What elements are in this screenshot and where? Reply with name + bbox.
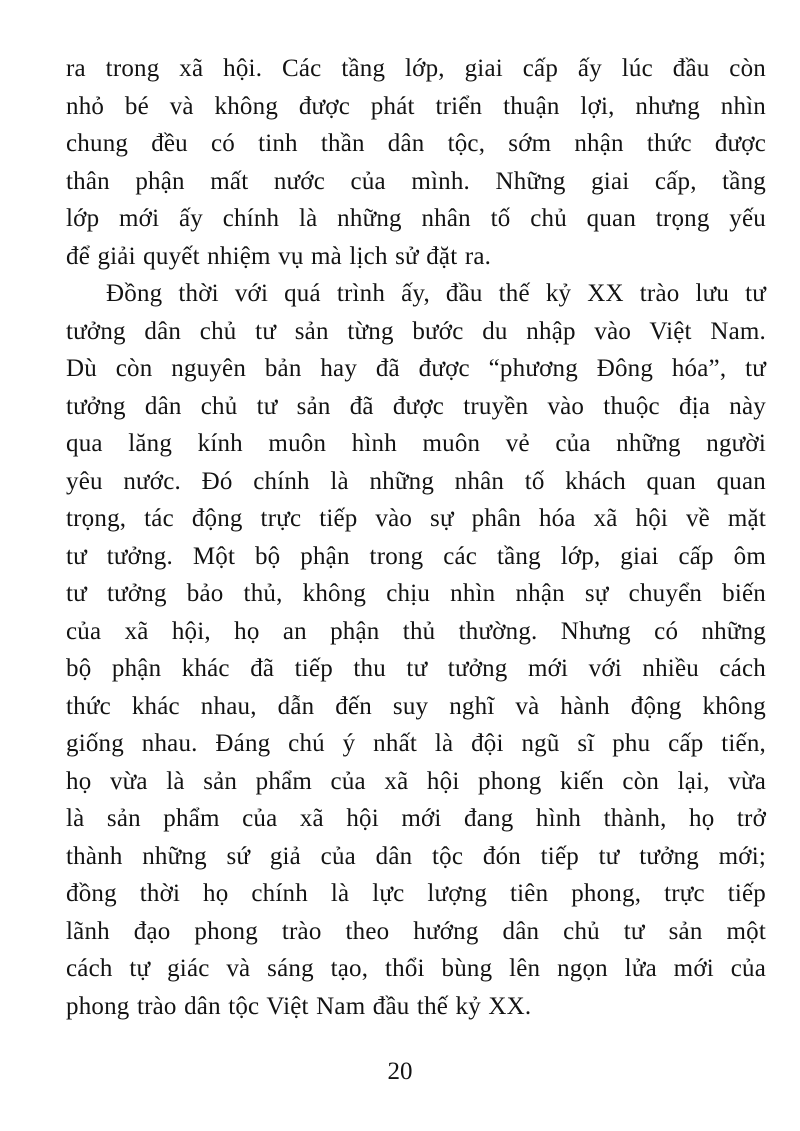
body-text bbox=[66, 50, 766, 1025]
text-line: yêu nước. Đó chính là những nhân tố khách quan quan bbox=[66, 467, 766, 495]
text-line: để giải quyết nhiệm vụ mà lịch sử đặt ra. bbox=[66, 242, 492, 270]
text-line: tưởng dân chủ tư sản từng bước du nhập vào Việt Nam. bbox=[66, 317, 766, 345]
text-line: thức khác nhau, dẫn đến suy nghĩ và hành động không bbox=[66, 692, 766, 720]
text-line: tư tưởng bảo thủ, không chịu nhìn nhận sự chuyển biến bbox=[66, 580, 766, 607]
text-line: lớp mới ấy chính là những nhân tố chủ quan trọng yếu bbox=[66, 205, 766, 232]
text-line: phong trào dân tộc Việt Nam đầu thế kỷ XX. bbox=[66, 992, 532, 1020]
text-line: thân phận mất nước của mình. Những giai cấp, tầng bbox=[66, 167, 766, 195]
text-line: Đồng thời với quá trình ấy, đầu thế kỷ XX trào lưu tư bbox=[106, 280, 766, 307]
paragraph-1 bbox=[66, 50, 766, 275]
text-line: Dù còn nguyên bản hay đã được “phương Đông hóa”, tư bbox=[66, 355, 766, 382]
text-line: lãnh đạo phong trào theo hướng dân chủ tư sản một bbox=[66, 917, 766, 945]
text-line: bộ phận khác đã tiếp thu tư tưởng mới với nhiều cách bbox=[66, 655, 766, 682]
text-line: tư tưởng. Một bộ phận trong các tầng lớp, giai cấp ôm bbox=[66, 542, 766, 570]
text-line: họ vừa là sản phẩm của xã hội phong kiến còn lại, vừa bbox=[66, 767, 766, 795]
text-line: đồng thời họ chính là lực lượng tiên phong, trực tiếp bbox=[66, 880, 766, 907]
text-line: giống nhau. Đáng chú ý nhất là đội ngũ sĩ phu cấp tiến, bbox=[66, 730, 766, 757]
text-line: chung đều có tinh thần dân tộc, sớm nhận thức được bbox=[66, 130, 766, 157]
text-line: cách tự giác và sáng tạo, thổi bùng lên ngọn lửa mới của bbox=[66, 955, 766, 982]
text-line: của xã hội, họ an phận thủ thường. Nhưng có những bbox=[66, 617, 766, 645]
page-number: 20 bbox=[387, 1058, 413, 1085]
text-line: thành những sứ giả của dân tộc đón tiếp tư tưởng mới; bbox=[66, 842, 766, 870]
text-line: là sản phẩm của xã hội mới đang hình thành, họ trở bbox=[66, 805, 766, 832]
text-line: nhỏ bé và không được phát triển thuận lợi, nhưng nhìn bbox=[66, 92, 766, 120]
paragraph-2 bbox=[66, 275, 766, 1025]
text-line: tưởng dân chủ tư sản đã được truyền vào thuộc địa này bbox=[66, 392, 766, 420]
text-line: trọng, tác động trực tiếp vào sự phân hóa xã hội về mặt bbox=[66, 505, 766, 532]
text-line: ra trong xã hội. Các tầng lớp, giai cấp ấy lúc đầu còn bbox=[66, 55, 766, 82]
text-line: qua lăng kính muôn hình muôn vẻ của những người bbox=[66, 430, 766, 457]
